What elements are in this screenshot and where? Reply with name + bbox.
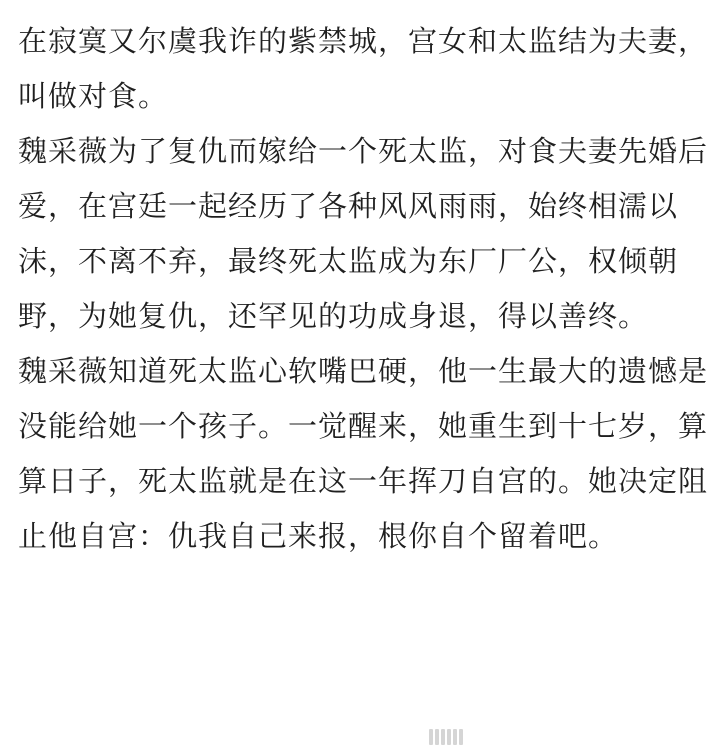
paragraph-rebirth: 魏采薇知道死太监心软嘴巴硬，他一生最大的遗憾是没能给她一个孩子。一觉醒来，她重生到十七岁，算算日子，死太监就是在这一年挥刀自宫的。她决定阻止他自宫：仇我自己来报，根你自个留着吧。 xyxy=(18,354,709,553)
paragraph-story: 魏采薇为了复仇而嫁给一个死太监，对食夫妻先婚后爱，在宫廷一起经历了各种风风雨雨，始终相濡以沫，不离不弃，最终死太监成为东厂厂公，权倾朝野，为她复仇，还罕见的功成身退，得以善终。 xyxy=(18,134,709,333)
paragraph-intro: 在寂寞又尔虞我诈的紫禁城，宫女和太监结为夫妻，叫做对食。 xyxy=(18,24,709,113)
watermark-bar xyxy=(447,729,451,745)
watermark-bar xyxy=(429,729,433,745)
watermark-bar xyxy=(435,729,439,745)
watermark-bar xyxy=(459,729,463,745)
watermark-bar xyxy=(441,729,445,745)
watermark xyxy=(429,729,463,745)
watermark-bar xyxy=(453,729,457,745)
article-body xyxy=(18,14,708,564)
